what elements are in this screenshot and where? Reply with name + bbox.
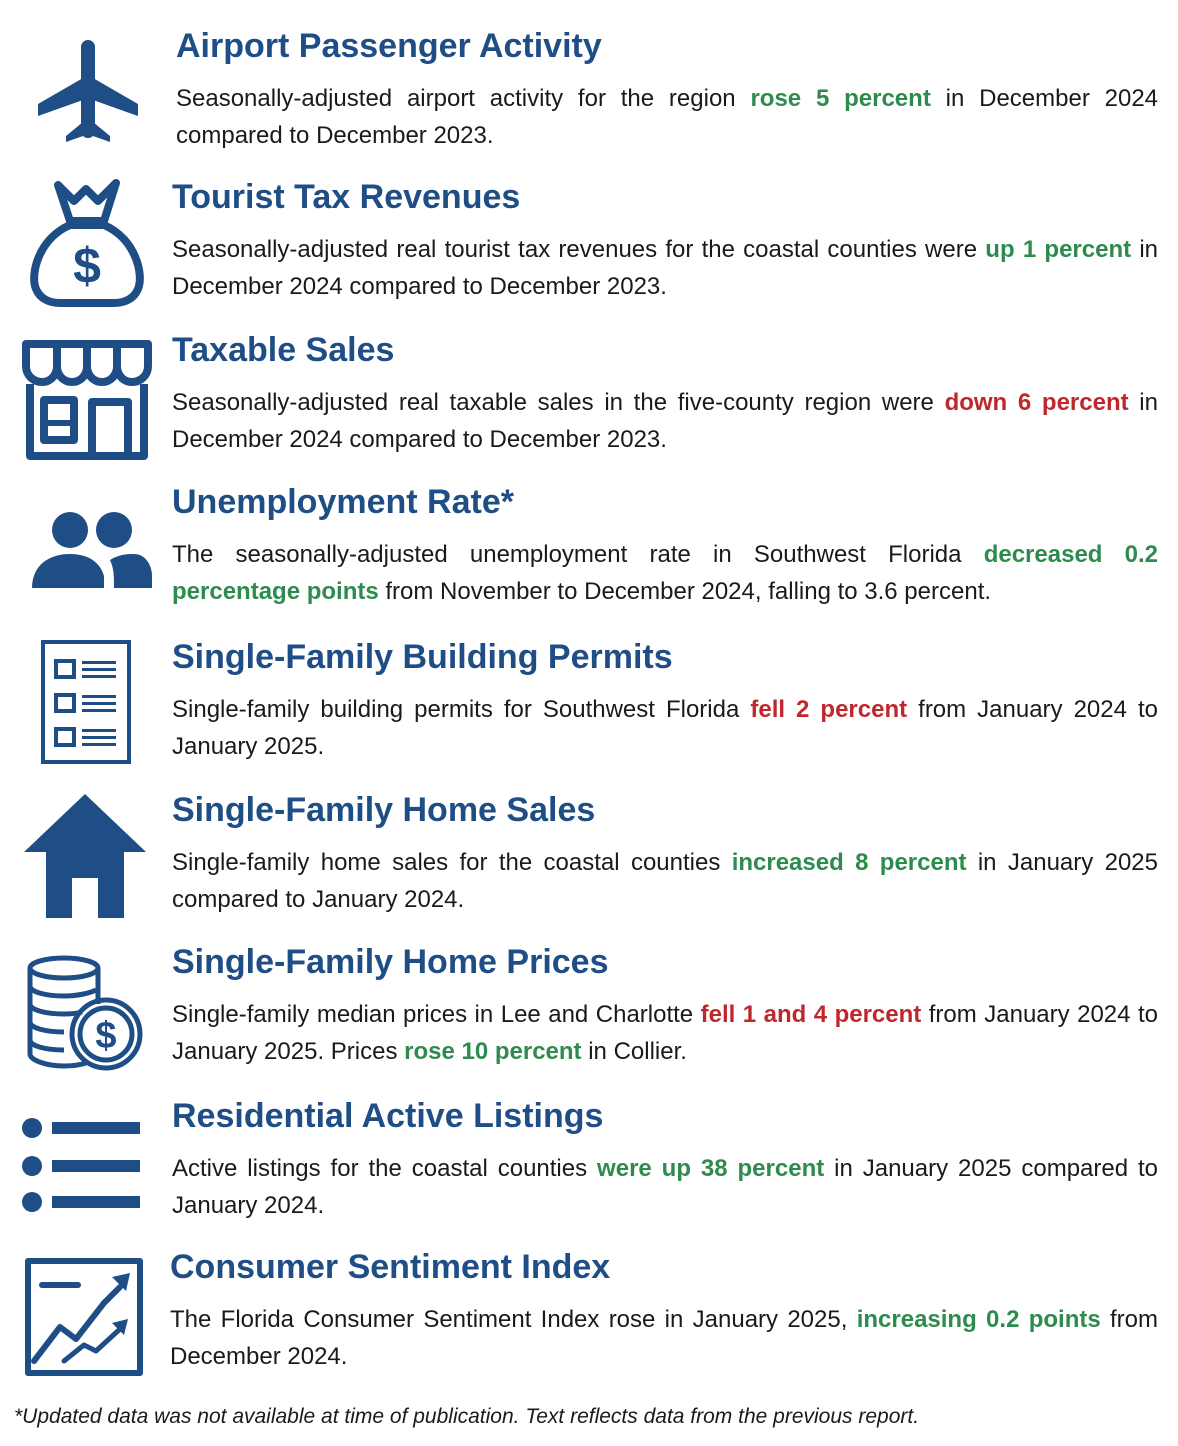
- bullet-list-icon: [20, 1116, 144, 1214]
- indicator-title: Airport Passenger Activity: [176, 27, 602, 65]
- indicator-description: [176, 80, 1158, 154]
- svg-text:$: $: [73, 238, 101, 294]
- footnote: *Updated data was not available at time of publication. Text reflects data from the previous report.: [14, 1405, 920, 1428]
- indicator-description: [172, 536, 1158, 610]
- money-bag-icon: [30, 179, 144, 307]
- description-text: in Collier.: [581, 1038, 687, 1065]
- storefront-icon: [20, 338, 154, 462]
- description-text: The seasonally-adjusted unemployment rate in Southwest Florida: [172, 541, 984, 568]
- description-text: in January 2025 compared to January 2024.: [172, 1155, 1159, 1219]
- description-text: in January 2025 compared to January 2024.: [172, 849, 1158, 913]
- indicator-title: Single-Family Home Prices: [172, 943, 609, 981]
- change-highlight: increased 8 percent: [731, 849, 967, 876]
- indicator-description: [172, 844, 1158, 918]
- indicator-description: [172, 1150, 1158, 1224]
- change-highlight: increasing 0.2 points: [856, 1306, 1101, 1333]
- indicator-description: [172, 384, 1158, 458]
- description-text: Seasonally-adjusted real tourist tax revenues for the coastal counties were: [172, 236, 986, 263]
- indicator-description: [170, 1301, 1158, 1375]
- svg-text:$: $: [95, 1015, 117, 1057]
- indicator-title: Residential Active Listings: [172, 1097, 604, 1135]
- indicator-title: Tourist Tax Revenues: [172, 178, 521, 216]
- checklist-document-icon: [40, 639, 134, 767]
- description-text: in December 2024 compared to December 2023.: [176, 85, 1159, 149]
- indicator-description: [172, 996, 1158, 1070]
- description-text: from January 2024 to January 2025. Prices: [172, 1001, 1158, 1065]
- indicator-title: Unemployment Rate*: [172, 483, 514, 521]
- indicator-title: Single-Family Home Sales: [172, 791, 596, 829]
- change-highlight: decreased 0.2 percentage points: [172, 541, 1159, 605]
- description-text: Single-family home sales for the coastal counties: [172, 849, 732, 876]
- house-icon: [22, 792, 148, 920]
- description-text: Active listings for the coastal counties: [172, 1155, 598, 1182]
- description-text: Single-family median prices in Lee and Charlotte: [172, 1001, 701, 1028]
- indicator-title: Single-Family Building Permits: [172, 638, 673, 676]
- indicator-description: [172, 691, 1158, 765]
- description-text: The Florida Consumer Sentiment Index rose in January 2025,: [170, 1306, 857, 1333]
- airplane-icon: [36, 38, 140, 144]
- indicator-description: [172, 231, 1158, 305]
- description-text: Seasonally-adjusted airport activity for the region: [176, 85, 751, 112]
- description-text: Single-family building permits for Southwest Florida: [172, 696, 751, 723]
- description-text: Seasonally-adjusted real taxable sales in the five-county region were: [172, 389, 945, 416]
- change-highlight: fell 1 and 4 percent: [700, 1001, 922, 1028]
- people-icon: [30, 510, 154, 594]
- coin-stack-icon: [26, 954, 146, 1072]
- trend-chart-icon: [24, 1257, 144, 1377]
- indicator-title: Taxable Sales: [172, 331, 395, 369]
- change-highlight: were up 38 percent: [597, 1155, 825, 1182]
- description-text: in December 2024 compared to December 2023.: [172, 236, 1159, 300]
- change-highlight: fell 2 percent: [750, 696, 908, 723]
- description-text: in December 2024 compared to December 2023.: [172, 389, 1158, 453]
- change-highlight: rose 10 percent: [404, 1038, 582, 1065]
- change-highlight: up 1 percent: [985, 236, 1132, 263]
- description-text: from January 2024 to January 2025.: [172, 696, 1158, 760]
- description-text: from December 2024.: [170, 1306, 1159, 1370]
- change-highlight: rose 5 percent: [750, 85, 931, 112]
- indicator-title: Consumer Sentiment Index: [170, 1248, 611, 1286]
- description-text: from November to December 2024, falling to 3.6 percent.: [378, 578, 992, 605]
- change-highlight: down 6 percent: [944, 389, 1129, 416]
